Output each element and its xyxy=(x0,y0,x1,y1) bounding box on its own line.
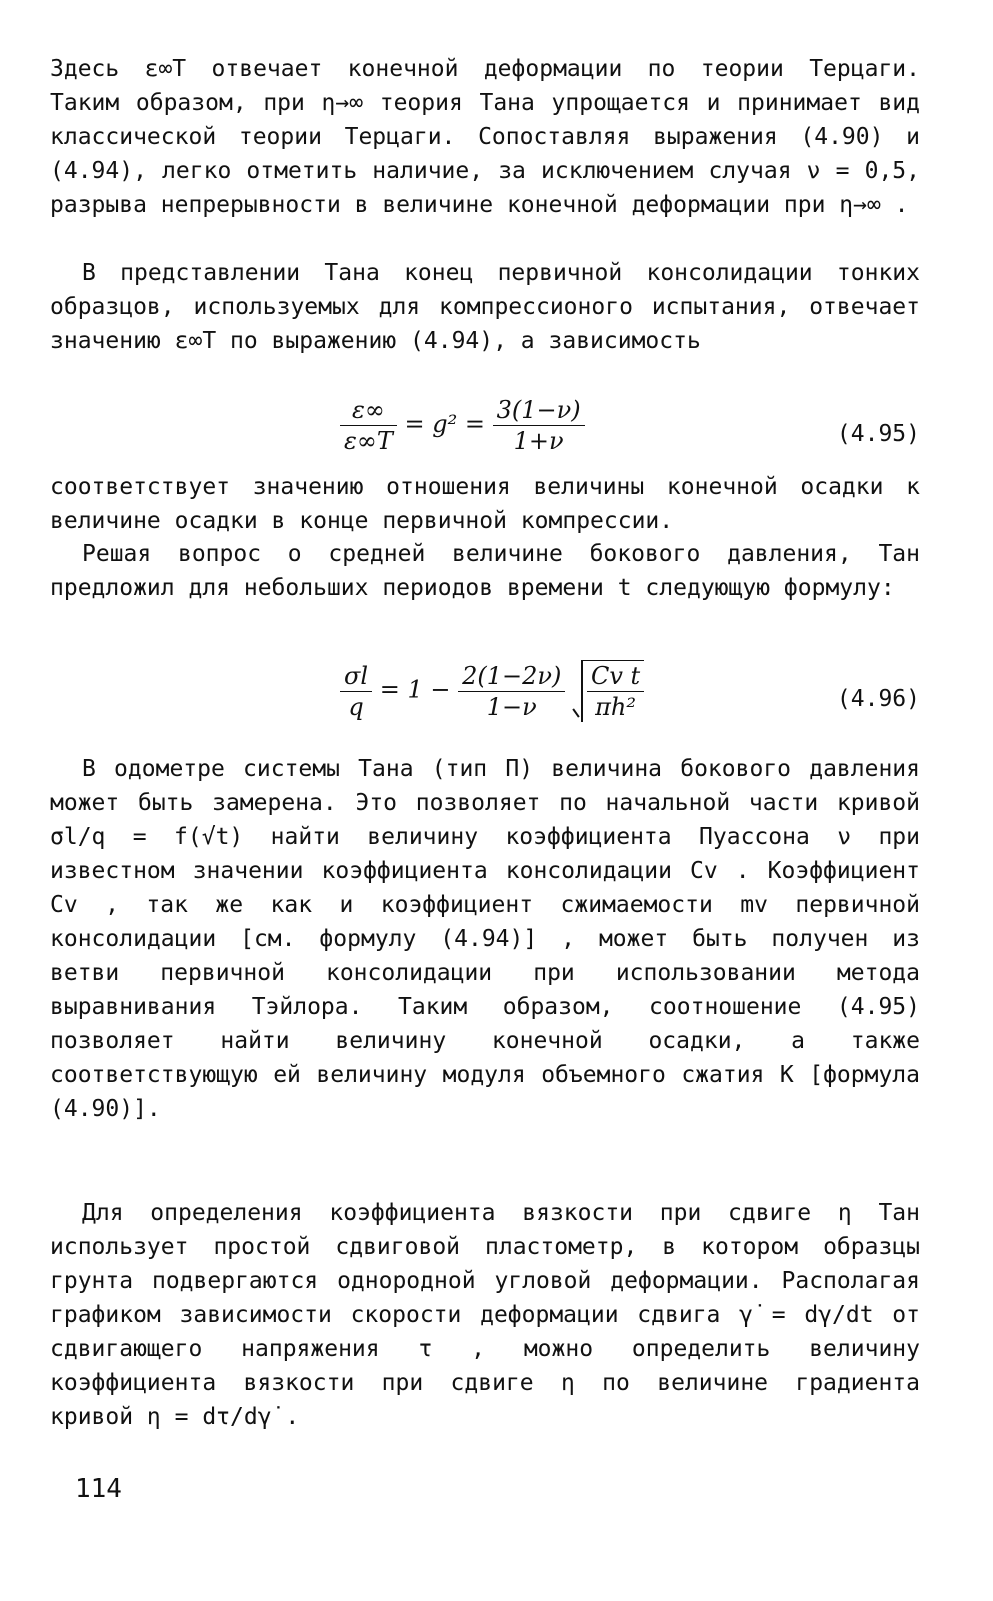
eq96-rhs-denominator: 1−ν xyxy=(486,692,537,721)
eq96-root-fraction xyxy=(587,661,644,722)
eq95-lhs-fraction xyxy=(340,395,397,456)
paragraph-5: В одометре системы Тана (тип П) величина бокового давления может быть замерена. Это позволяет по начальной части кривой σl/q = f(√t) найти величину коэффициента Пуассона ν при известном значении коэффициента консолидации Cv . Коэффициент Cv , так же как и коэффициент сжимаемости mv первичной консолидации [см. формулу (4.94)] , может быть получен из ветви первичной консолидации при использовании метода выравнивания Тэйлора. Таким образом, соотношение (4.95) позволяет найти величину конечной осадки, а также соответствующую ей величину модуля объемного сжатия K [формула (4.90)]. xyxy=(50,756,920,1122)
paragraph-6: Для определения коэффициента вязкости при сдвиге η Тан использует простой сдвиговой пластометр, в котором образцы грунта подвергаются однородной угловой деформации. Располагая графиком зависимости скорости деформации сдвига γ̇ = dγ/dt от сдвигающего напряжения τ , можно определить величину коэффициента вязкости при сдвиге η по величине градиента кривой η = dτ/dγ̇ . xyxy=(50,1200,920,1430)
equation-number-4-96: (4.96) xyxy=(836,686,920,712)
eq96-root-numerator: Cv t xyxy=(587,661,644,692)
equation-4-96 xyxy=(340,660,920,736)
equation-number-4-95: (4.95) xyxy=(836,421,920,447)
paragraph-3: соответствует значению отношения величины конечной осадки к величине осадки в конце первичной компрессии. xyxy=(50,474,920,534)
paragraph-4: Решая вопрос о средней величине бокового давления, Тан предложил для небольших периодов времени t следующую формулу: xyxy=(50,541,920,601)
eq96-square-root xyxy=(581,660,644,722)
eq96-lhs-numerator: σl xyxy=(340,661,372,692)
eq96-root-denominator: πh² xyxy=(595,693,636,721)
eq96-lhs-denominator: q xyxy=(348,692,364,721)
eq95-rhs-fraction xyxy=(493,395,585,456)
eq95-lhs-denominator: ε∞T xyxy=(344,427,393,455)
eq95-middle: = g² = xyxy=(404,410,485,438)
eq96-rhs-fraction xyxy=(458,661,565,722)
eq96-middle: = 1 − xyxy=(379,675,451,704)
eq95-rhs-denominator: 1+ν xyxy=(513,427,564,455)
eq95-rhs-numerator: 3(1−ν) xyxy=(493,395,585,426)
paragraph-1: Здесь ε∞T отвечает конечной деформации по теории Терцаги. Таким образом, при η→∞ теория Тана упрощается и принимает вид классической теории Терцаги. Сопоставляя выражения (4.90) и (4.94), легко отметить наличие, за исключением случая ν = 0,5, разрыва непрерывности в величине конечной деформации при η→∞ . xyxy=(50,56,920,218)
equation-4-95 xyxy=(340,395,920,471)
eq95-lhs-numerator: ε∞ xyxy=(340,395,397,426)
paragraph-2: В представлении Тана конец первичной консолидации тонких образцов, используемых для компрессионого испытания, отвечает значению ε∞T по выражению (4.94), а зависимость xyxy=(50,260,920,354)
eq96-rhs-numerator: 2(1−2ν) xyxy=(458,661,565,692)
page-number: 114 xyxy=(75,1474,122,1504)
eq96-lhs-fraction xyxy=(340,661,372,722)
